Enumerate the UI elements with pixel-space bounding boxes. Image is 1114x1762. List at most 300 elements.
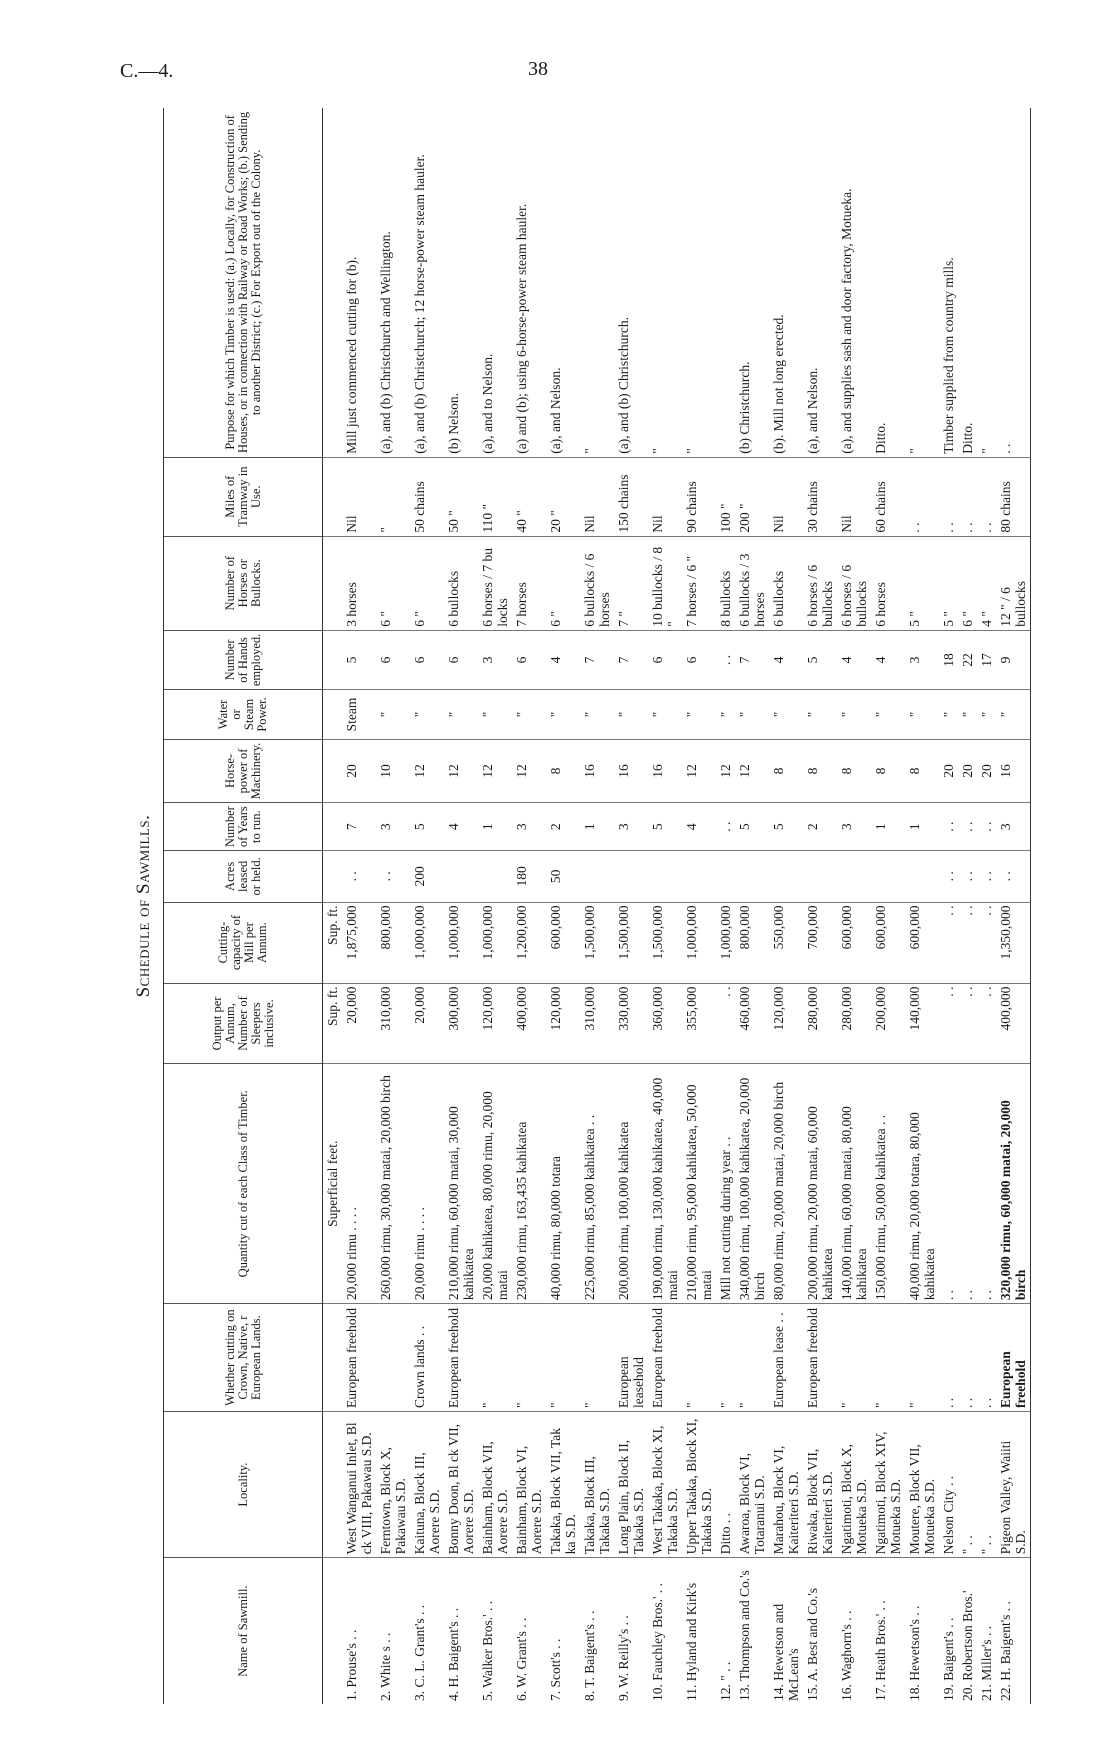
col-power-header: Water or Steam Power.: [164, 690, 323, 740]
cell-years: 4: [444, 803, 478, 851]
table-row: [478, 108, 512, 1704]
cell-purpose: (a), and (b) Christchurch and Wellington.: [376, 108, 410, 457]
cell-name: 9. W. Reilly's . .: [616, 1615, 631, 1701]
cell-acres: [769, 851, 803, 902]
cell-purpose: (a), and supplies sash and door factory, Motueka.: [837, 108, 871, 457]
cell-tramway: 80 chains: [996, 457, 1031, 536]
cell-name: 3. C. L. Grant's . .: [412, 1604, 427, 1701]
cell-hands: 6: [682, 630, 716, 689]
cell-quantity: 320,000 rimu, 60,000 matai, 20,000 birch: [996, 1064, 1031, 1304]
cell-tramway: Nil: [769, 457, 803, 536]
table-row: [769, 108, 803, 1704]
cell-power: ": [444, 690, 478, 740]
cell-output: 310,000: [376, 983, 410, 1064]
cell-land: ": [478, 1304, 512, 1412]
cell-years: 3: [996, 803, 1031, 851]
cell-locality: West Takaka, Block XI, Takaka S.D.: [648, 1412, 682, 1558]
cell-hands: 4: [769, 630, 803, 689]
cell-acres: [735, 851, 769, 902]
cell-animals: 6 bullocks: [444, 536, 478, 630]
cell-animals: 6 bullocks: [769, 536, 803, 630]
cell-locality: " . .: [977, 1412, 996, 1558]
cell-hands: 7: [580, 630, 614, 689]
cell-name: 19. Baigent's . .: [941, 1617, 956, 1701]
cell-capacity: 1,350,000: [996, 902, 1031, 983]
cell-acres: [716, 851, 735, 902]
cell-output: 120,000: [478, 983, 512, 1064]
col-purpose-header: Purpose for which Timber is used: (a.) Locally, for Construction of Houses, or in connection with Railway or Road Works; (b.) Sending to another District; (c.) For Export out of the Colony.: [164, 108, 323, 457]
col-land-header: Whether cutting on Crown, Native, r European Lands.: [164, 1304, 323, 1412]
cell-animals: 6 horses / 7 bu locks: [478, 536, 512, 630]
cell-acres: 200: [410, 851, 444, 902]
cell-years: 3: [512, 803, 546, 851]
cell-power: ": [996, 690, 1031, 740]
table-body: [323, 108, 1031, 1704]
cell-horse-power: 12: [512, 739, 546, 802]
cell-quantity: 20,000 rimu . . . .: [410, 1064, 444, 1304]
cell-power: ": [512, 690, 546, 740]
cell-purpose: (a), and to Nelson.: [478, 108, 512, 457]
cell-horse-power: 8: [546, 739, 580, 802]
cell-purpose: ": [977, 108, 996, 457]
cell-output: 400,000: [512, 983, 546, 1064]
cell-land: ": [905, 1304, 939, 1412]
document-reference: C.—4.: [120, 60, 174, 82]
cell-name: 5. Walker Bros.' . .: [480, 1600, 495, 1701]
cell-quantity: 225,000 rimu, 85,000 kahikatea . .: [580, 1064, 614, 1304]
cell-quantity: 40,000 rimu, 80,000 totara: [546, 1064, 580, 1304]
cell-horse-power: 16: [614, 739, 648, 802]
cell-name: 15. A. Best and Co.'s: [805, 1587, 820, 1701]
cell-animals: 5 ": [905, 536, 939, 630]
cell-land: European lease . .: [769, 1304, 803, 1412]
cell-tramway: Nil: [648, 457, 682, 536]
cell-capacity: 600,000: [871, 902, 905, 983]
cell-output: 310,000: [580, 983, 614, 1064]
cell-quantity: Mill not cutting during year . .: [716, 1064, 735, 1304]
cell-name: 20. Robertson Bros.': [960, 1590, 975, 1701]
cell-tramway: 20 ": [546, 457, 580, 536]
cell-hands: 4: [871, 630, 905, 689]
cell-years: . .: [939, 803, 958, 851]
cell-power: ": [871, 690, 905, 740]
cell-quantity: 20,000 rimu . . . .: [342, 1064, 376, 1304]
col-name-header: Name of Sawmill.: [164, 1558, 323, 1704]
cell-acres: . .: [996, 851, 1031, 902]
cell-animals: 6 ": [410, 536, 444, 630]
cell-capacity: 600,000: [837, 902, 871, 983]
table-row: [716, 108, 735, 1704]
cell-land: ": [837, 1304, 871, 1412]
cell-name: 8. T. Baigent's . .: [582, 1610, 597, 1701]
cell-locality: Nelson City . .: [939, 1412, 958, 1558]
cell-animals: 6 bullocks / 6 horses: [580, 536, 614, 630]
cell-tramway: 50 chains: [410, 457, 444, 536]
cell-tramway: 40 ": [512, 457, 546, 536]
cell-locality: Ferntown, Block X, Pakawau S.D.: [376, 1412, 410, 1558]
cell-horse-power: 12: [444, 739, 478, 802]
cell-quantity: 210,000 rimu, 95,000 kahikatea, 50,000 matai: [682, 1064, 716, 1304]
cell-tramway: 60 chains: [871, 457, 905, 536]
cell-purpose: (a), and (b) Christchurch.: [614, 108, 648, 457]
cell-name: 10. Fauchley Bros.' . .: [650, 1583, 665, 1701]
cell-capacity: 600,000: [905, 902, 939, 983]
table-row: [580, 108, 614, 1704]
cell-purpose: (b) Christchurch.: [735, 108, 769, 457]
cell-years: 5: [769, 803, 803, 851]
cell-tramway: ": [376, 457, 410, 536]
cell-capacity: 1,000,000: [682, 902, 716, 983]
unit-quantity: Superficial feet.: [323, 1064, 343, 1304]
cell-acres: [682, 851, 716, 902]
cell-hands: 3: [478, 630, 512, 689]
cell-quantity: 210,000 rimu, 60,000 matai, 30,000 kahikatea: [444, 1064, 478, 1304]
cell-acres: 180: [512, 851, 546, 902]
cell-name: 6. W. Grant's . .: [514, 1617, 529, 1701]
table-row: [905, 108, 939, 1704]
cell-output: 200,000: [871, 983, 905, 1064]
cell-output: 120,000: [546, 983, 580, 1064]
schedule-title-text: Schedule of Sawmills.: [133, 814, 154, 998]
cell-land: ": [546, 1304, 580, 1412]
cell-hands: . .: [716, 630, 735, 689]
col-locality-header: Locality.: [164, 1412, 323, 1558]
cell-years: 7: [342, 803, 376, 851]
cell-power: Steam: [342, 690, 376, 740]
cell-locality: Riwaka, Block VII, Kaiteriteri S.D.: [803, 1412, 837, 1558]
cell-capacity: 1,000,000: [478, 902, 512, 983]
cell-land: European freehold: [648, 1304, 682, 1412]
cell-land: . .: [977, 1304, 996, 1412]
cell-output: 300,000: [444, 983, 478, 1064]
cell-years: 5: [735, 803, 769, 851]
cell-locality: Ngatimoti, Block X, Motueka S.D.: [837, 1412, 871, 1558]
cell-capacity: 550,000: [769, 902, 803, 983]
cell-power: ": [648, 690, 682, 740]
units-cell: [323, 1558, 343, 1704]
cell-purpose: ": [648, 108, 682, 457]
col-quantity-header: Quantity cut of each Class of Timber.: [164, 1064, 323, 1304]
cell-acres: [648, 851, 682, 902]
cell-years: 2: [546, 803, 580, 851]
cell-capacity: . .: [939, 902, 958, 983]
cell-locality: Moutere, Block VII, Motueka S.D.: [905, 1412, 939, 1558]
cell-power: ": [769, 690, 803, 740]
cell-horse-power: 12: [410, 739, 444, 802]
cell-tramway: 100 ": [716, 457, 735, 536]
cell-horse-power: 12: [478, 739, 512, 802]
cell-tramway: 30 chains: [803, 457, 837, 536]
col-output-header: Output per Annum, Number of Sleepers inclusive.: [164, 983, 323, 1064]
cell-hands: 5: [803, 630, 837, 689]
table-row: [939, 108, 958, 1704]
cell-quantity: . .: [977, 1064, 996, 1304]
cell-acres: . .: [977, 851, 996, 902]
cell-tramway: Nil: [342, 457, 376, 536]
cell-land: European freehold: [342, 1304, 376, 1412]
cell-locality: West Wanganui Inlet, Bl ck VIII, Pakawau S.D.: [342, 1412, 376, 1558]
cell-hands: 18: [939, 630, 958, 689]
cell-land: European freehold: [803, 1304, 837, 1412]
cell-horse-power: 8: [871, 739, 905, 802]
cell-hands: 6: [512, 630, 546, 689]
cell-output: 280,000: [837, 983, 871, 1064]
cell-acres: [905, 851, 939, 902]
cell-years: 5: [410, 803, 444, 851]
cell-land: ": [735, 1304, 769, 1412]
cell-purpose: Ditto.: [871, 108, 905, 457]
table-row: [977, 108, 996, 1704]
cell-tramway: . .: [939, 457, 958, 536]
units-cell: [323, 630, 343, 689]
cell-horse-power: 10: [376, 739, 410, 802]
page-number: 38: [528, 58, 548, 80]
cell-quantity: 230,000 rimu, 163,435 kahikatea: [512, 1064, 546, 1304]
cell-purpose: (a), and (b) Christchurch; 12 horse-power steam hauler.: [410, 108, 444, 457]
cell-animals: 3 horses: [342, 536, 376, 630]
col-animals-header: Number of Horses or Bullocks.: [164, 536, 323, 630]
cell-land: . .: [958, 1304, 977, 1412]
cell-acres: [803, 851, 837, 902]
cell-years: . .: [958, 803, 977, 851]
cell-output: . .: [939, 983, 958, 1064]
cell-purpose: [716, 108, 735, 457]
cell-animals: 6 horses: [871, 536, 905, 630]
cell-name: 14. Hewetson and McLean's: [771, 1603, 801, 1701]
cell-power: ": [939, 690, 958, 740]
cell-power: ": [410, 690, 444, 740]
cell-capacity: 600,000: [546, 902, 580, 983]
cell-purpose: (b). Mill not long erected.: [769, 108, 803, 457]
cell-acres: . .: [939, 851, 958, 902]
cell-quantity: 340,000 rimu, 100,000 kahikatea, 20,000 birch: [735, 1064, 769, 1304]
cell-output: 120,000: [769, 983, 803, 1064]
table-row: [648, 108, 682, 1704]
table-row: [735, 108, 769, 1704]
cell-years: 3: [376, 803, 410, 851]
cell-horse-power: 12: [735, 739, 769, 802]
cell-hands: 9: [996, 630, 1031, 689]
cell-purpose: (a), and Nelson.: [546, 108, 580, 457]
cell-animals: 5 ": [939, 536, 958, 630]
cell-quantity: 80,000 rimu, 20,000 matai, 20,000 birch: [769, 1064, 803, 1304]
cell-land: European freehold: [444, 1304, 478, 1412]
cell-years: 3: [837, 803, 871, 851]
cell-land: [376, 1304, 410, 1412]
units-cell: [323, 1412, 343, 1558]
col-acres-header: Acres leased or held.: [164, 851, 323, 902]
cell-output: . .: [716, 983, 735, 1064]
cell-hands: 6: [376, 630, 410, 689]
units-cell: [323, 803, 343, 851]
cell-locality: Bainham, Block VII, Aorere S.D.: [478, 1412, 512, 1558]
cell-tramway: Nil: [837, 457, 871, 536]
cell-quantity: . .: [958, 1064, 977, 1304]
col-years-header: Number of Years to run.: [164, 803, 323, 851]
cell-name: 13. Thompson and Co.'s: [737, 1570, 752, 1701]
cell-land: . .: [939, 1304, 958, 1412]
cell-horse-power: 16: [996, 739, 1031, 802]
cell-animals: 6 ": [958, 536, 977, 630]
cell-name: 4. H. Baigent's . .: [446, 1607, 461, 1701]
cell-output: 355,000: [682, 983, 716, 1064]
cell-tramway: . .: [958, 457, 977, 536]
cell-animals: 6 ": [376, 536, 410, 630]
cell-years: 2: [803, 803, 837, 851]
cell-years: 1: [580, 803, 614, 851]
cell-purpose: ": [580, 108, 614, 457]
col-hands-header: Number of Hands employed.: [164, 630, 323, 689]
cell-capacity: . .: [977, 902, 996, 983]
cell-quantity: 140,000 rimu, 60,000 matai, 80,000 kahikatea: [837, 1064, 871, 1304]
cell-capacity: 1,000,000: [444, 902, 478, 983]
cell-land: ": [682, 1304, 716, 1412]
cell-tramway: Nil: [580, 457, 614, 536]
cell-acres: 50: [546, 851, 580, 902]
cell-locality: Upper Takaka, Block XI, Takaka S.D.: [682, 1412, 716, 1558]
units-cell: [323, 1304, 343, 1412]
cell-capacity: 1,500,000: [648, 902, 682, 983]
cell-hands: 4: [546, 630, 580, 689]
schedule-title: [133, 108, 155, 1704]
units-cell: [323, 536, 343, 630]
cell-power: ": [977, 690, 996, 740]
cell-horse-power: 16: [648, 739, 682, 802]
cell-power: ": [958, 690, 977, 740]
cell-output: 400,000: [996, 983, 1031, 1064]
table-row: [512, 108, 546, 1704]
cell-name: 7. Scott's . .: [548, 1638, 563, 1701]
cell-tramway: 110 ": [478, 457, 512, 536]
table-header-row: [164, 108, 323, 1704]
cell-acres: [837, 851, 871, 902]
cell-name: 11. Hyland and Kirk's: [684, 1582, 699, 1701]
col-capacity-header: Cutting-capacity of Mill per Annum.: [164, 902, 323, 983]
cell-horse-power: 16: [580, 739, 614, 802]
cell-years: 5: [648, 803, 682, 851]
cell-power: ": [580, 690, 614, 740]
cell-name: 21. Miller's . .: [979, 1625, 994, 1701]
cell-land: ": [716, 1304, 735, 1412]
cell-quantity: 150,000 rimu, 50,000 kahikatea . .: [871, 1064, 905, 1304]
cell-horse-power: 12: [716, 739, 735, 802]
table-row: [376, 108, 410, 1704]
cell-horse-power: 20: [342, 739, 376, 802]
cell-power: ": [376, 690, 410, 740]
table-row: [871, 108, 905, 1704]
cell-locality: Pigeon Valley, Waiiti S.D.: [996, 1412, 1031, 1558]
cell-quantity: 190,000 rimu, 130,000 kahikatea, 40,000 matai: [648, 1064, 682, 1304]
cell-years: 1: [905, 803, 939, 851]
cell-capacity: 800,000: [735, 902, 769, 983]
table-row: [803, 108, 837, 1704]
cell-animals: 12 " / 6 bullocks: [996, 536, 1031, 630]
cell-output: 330,000: [614, 983, 648, 1064]
cell-tramway: . .: [977, 457, 996, 536]
cell-power: ": [716, 690, 735, 740]
rotated-table-stage: [133, 108, 1028, 1704]
table-row: [546, 108, 580, 1704]
cell-power: ": [837, 690, 871, 740]
units-cell: [323, 457, 343, 536]
cell-years: 1: [478, 803, 512, 851]
cell-animals: 4 ": [977, 536, 996, 630]
cell-name: 22. H. Baigent's . .: [996, 1558, 1031, 1704]
cell-hands: 22: [958, 630, 977, 689]
table-row: [682, 108, 716, 1704]
cell-animals: 7 horses / 6 ": [682, 536, 716, 630]
cell-tramway: 200 ": [735, 457, 769, 536]
cell-capacity: 700,000: [803, 902, 837, 983]
cell-output: 20,000: [410, 983, 444, 1064]
cell-hands: 7: [735, 630, 769, 689]
cell-years: . .: [716, 803, 735, 851]
cell-locality: Takaka, Block VII, Tak ka S.D.: [546, 1412, 580, 1558]
cell-name: 16. Waghorn's . .: [839, 1610, 854, 1701]
cell-purpose: Ditto.: [958, 108, 977, 457]
cell-capacity: 1,875,000: [342, 902, 376, 983]
cell-locality: Marahou, Block VI, Kaiteriteri S.D.: [769, 1412, 803, 1558]
cell-capacity: 1,500,000: [614, 902, 648, 983]
table-row: [614, 108, 648, 1704]
table-row: [342, 108, 376, 1704]
cell-hands: 3: [905, 630, 939, 689]
cell-years: 3: [614, 803, 648, 851]
cell-purpose: (a), and Nelson.: [803, 108, 837, 457]
cell-purpose: . .: [996, 108, 1031, 457]
cell-power: ": [478, 690, 512, 740]
cell-horse-power: 20: [958, 739, 977, 802]
cell-animals: 10 bullocks / 8 ": [648, 536, 682, 630]
cell-quantity: 200,000 rimu, 100,000 kahikatea: [614, 1064, 648, 1304]
cell-horse-power: 8: [803, 739, 837, 802]
cell-hands: 6: [648, 630, 682, 689]
cell-locality: Ngatimoti, Block XIV, Motueka S.D.: [871, 1412, 905, 1558]
units-cell: [323, 851, 343, 902]
cell-animals: 6 horses / 6 bullocks: [803, 536, 837, 630]
cell-hands: 5: [342, 630, 376, 689]
cell-locality: Kaituna, Block III, Aorere S.D.: [410, 1412, 444, 1558]
cell-power: ": [682, 690, 716, 740]
cell-capacity: 1,500,000: [580, 902, 614, 983]
cell-quantity: 200,000 rimu, 20,000 matai, 60,000 kahikatea: [803, 1064, 837, 1304]
cell-locality: Bonny Doon, Bl ck VII, Aorere S.D.: [444, 1412, 478, 1558]
cell-horse-power: 8: [769, 739, 803, 802]
cell-land: Crown lands . .: [410, 1304, 444, 1412]
table-row: [837, 108, 871, 1704]
cell-name: 12. " . .: [718, 1661, 733, 1701]
cell-output: . .: [977, 983, 996, 1064]
cell-animals: 6 ": [546, 536, 580, 630]
cell-horse-power: 20: [939, 739, 958, 802]
cell-animals: 6 horses / 6 bullocks: [837, 536, 871, 630]
cell-hands: 6: [410, 630, 444, 689]
cell-acres: [614, 851, 648, 902]
cell-horse-power: 20: [977, 739, 996, 802]
cell-horse-power: 8: [905, 739, 939, 802]
cell-land: ": [871, 1304, 905, 1412]
unit-output: Sup. ft.: [323, 983, 343, 1064]
cell-output: 280,000: [803, 983, 837, 1064]
col-hp-header: Horse-power of Machinery.: [164, 739, 323, 802]
cell-hands: 7: [614, 630, 648, 689]
cell-output: 140,000: [905, 983, 939, 1064]
cell-locality: Takaka, Block III, Takaka S.D.: [580, 1412, 614, 1558]
units-cell: [323, 739, 343, 802]
cell-horse-power: 12: [682, 739, 716, 802]
cell-animals: 7 ": [614, 536, 648, 630]
cell-locality: Bainham, Block VI, Aorere S.D.: [512, 1412, 546, 1558]
